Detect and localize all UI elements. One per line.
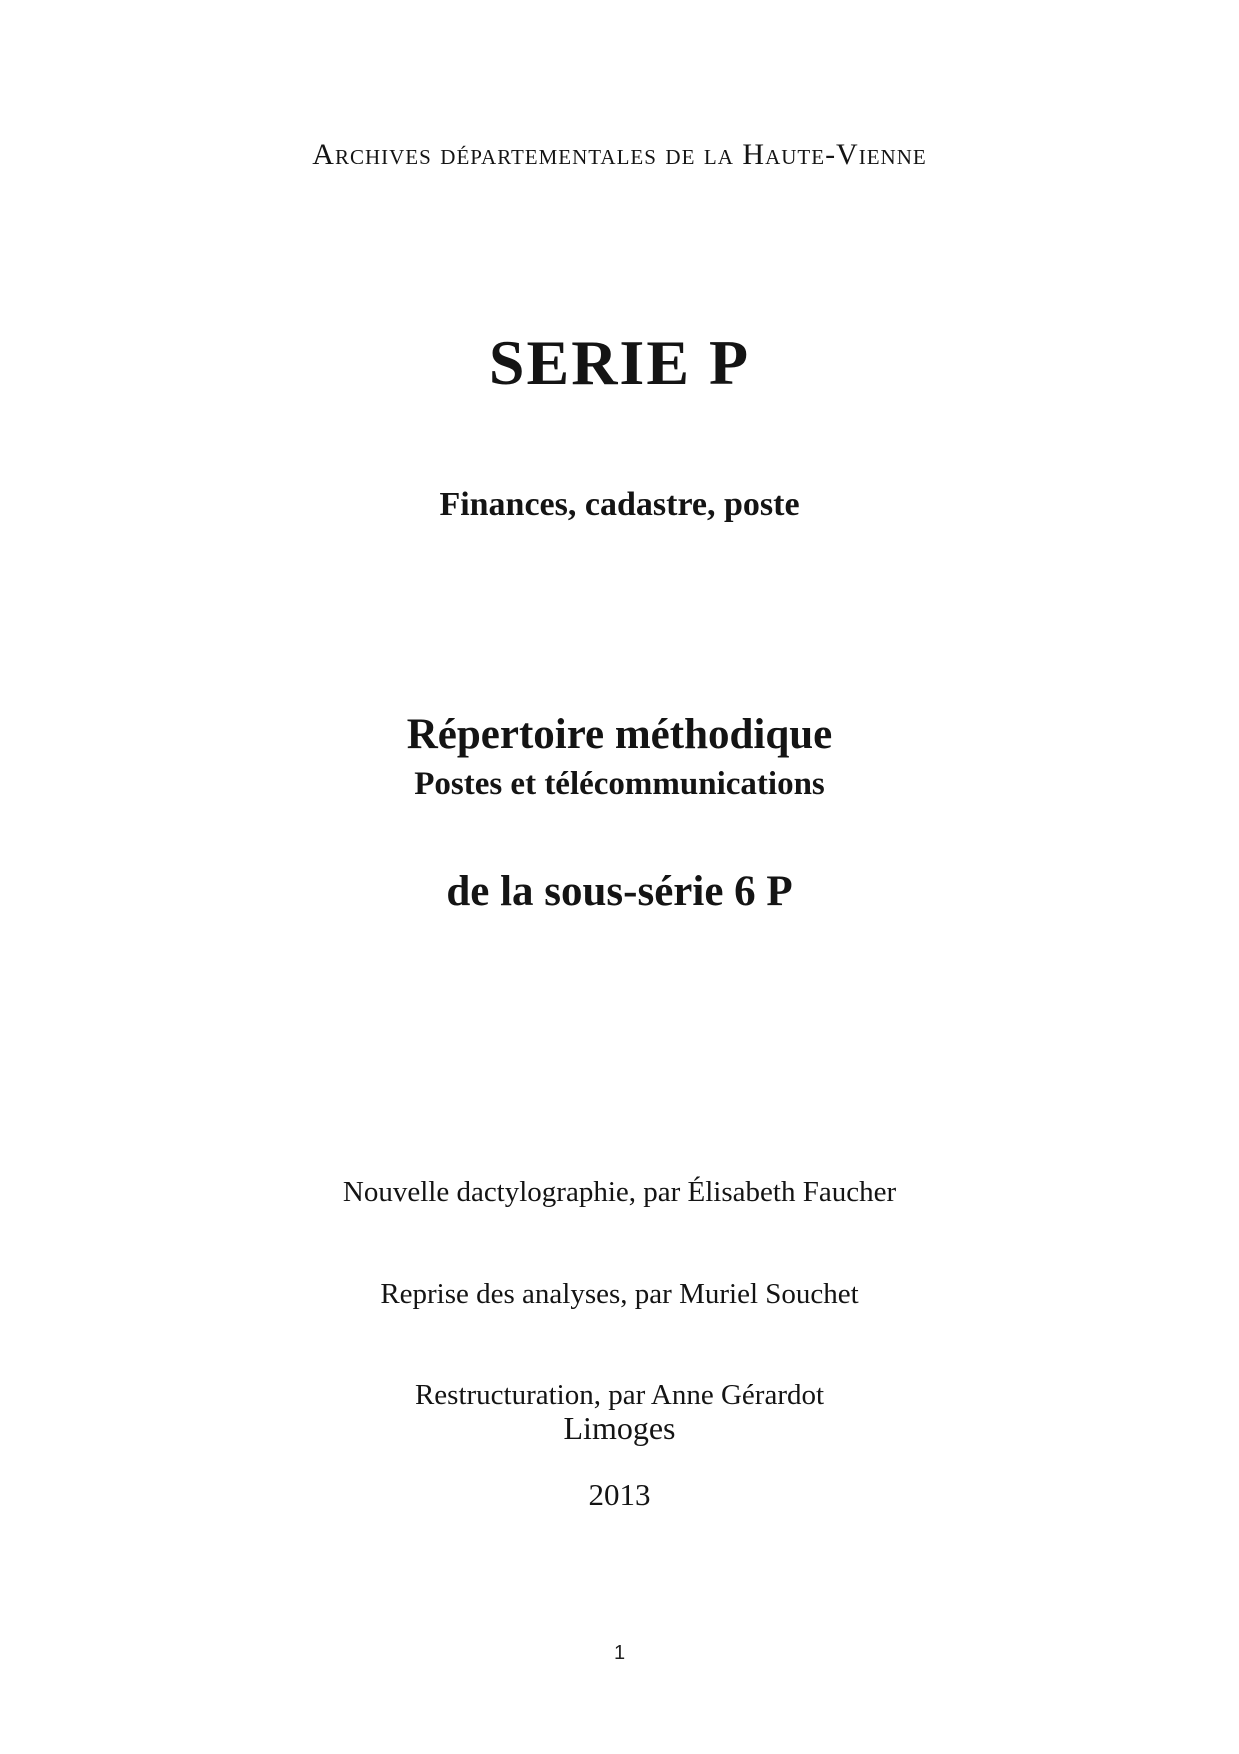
credit-line-restructuration: Restructuration, par Anne Gérardot — [414, 1379, 825, 1412]
series-title: SERIE P — [488, 327, 751, 398]
credit-line-dactylographie: Nouvelle dactylographie, par Élisabeth Faucher — [342, 1175, 897, 1208]
publication-year: 2013 — [588, 1477, 651, 1512]
repertoire-title-line2: de la sous-série 6 P — [446, 868, 793, 916]
repertoire-title — [0, 604, 1239, 1024]
credit-line-analyses: Reprise des analyses, par Muriel Souchet — [380, 1277, 859, 1310]
repertoire-title-line1: Répertoire méthodique — [406, 710, 833, 758]
section-subtitle: Postes et télécommunications — [414, 766, 825, 802]
publication-place: Limoges — [563, 1410, 676, 1446]
series-subtitle: Finances, cadastre, poste — [439, 486, 800, 523]
page-number: 1 — [613, 1642, 626, 1664]
archive-institution-header: Archives départementales de la Haute-Vienne — [312, 138, 927, 171]
